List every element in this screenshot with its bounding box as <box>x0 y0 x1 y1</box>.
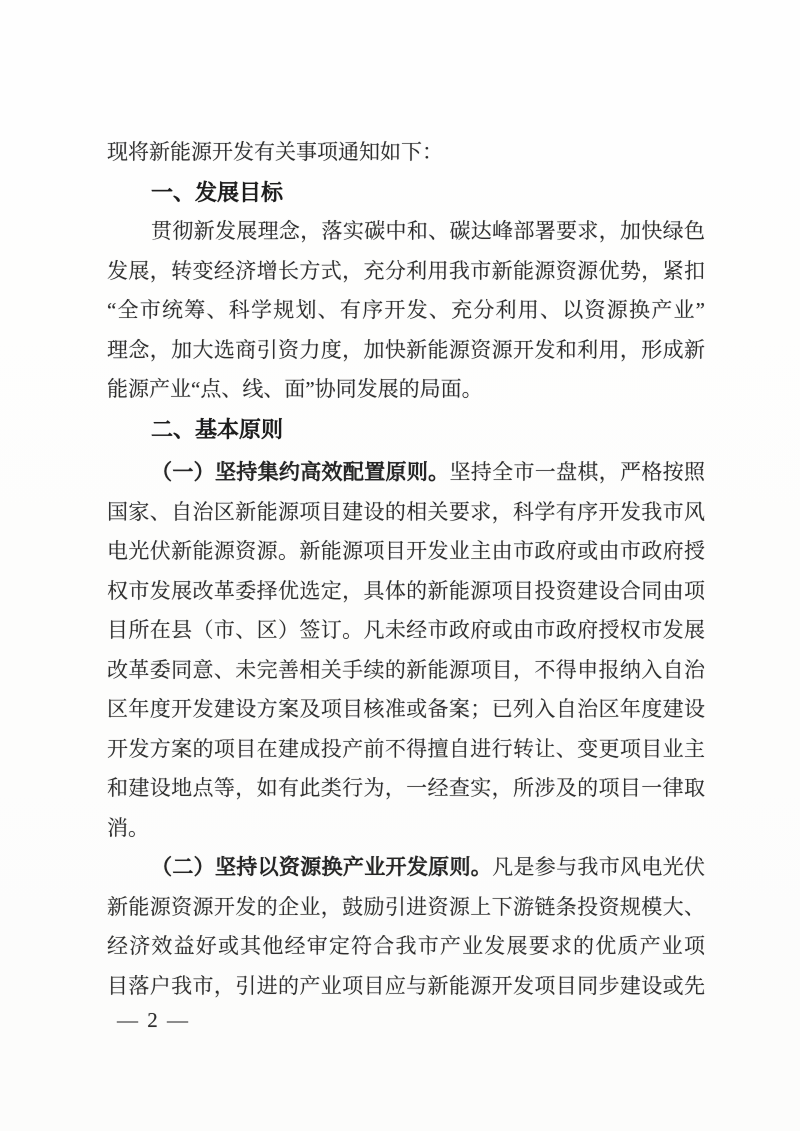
text-line <box>107 651 705 691</box>
text-run: 贯彻新发展理念，落实碳中和、碳达峰部署要求，加快绿色 <box>151 219 705 243</box>
text-run: 改革委同意、未完善相关手续的新能源项目，不得申报纳入自治 <box>107 657 705 682</box>
text-run: 能源产业“点、线、面”协同发展的局面。 <box>107 377 483 401</box>
text-line <box>107 493 705 533</box>
clause-lead-in: （一）坚持集约高效配置原则。 <box>151 460 450 484</box>
text-line <box>107 611 705 651</box>
text-line <box>107 133 705 173</box>
section-heading <box>107 410 705 450</box>
text-line <box>107 927 705 967</box>
text-run: 权市发展改革委择优选定，具体的新能源项目投资建设合同由项 <box>107 578 705 603</box>
text-run: 目所在县（市、区）签订。凡未经市政府或由市政府授权市发展 <box>107 618 705 642</box>
text-run: 消。 <box>107 815 149 840</box>
text-line <box>107 848 705 888</box>
text-run: “全市统筹、科学规划、有序开发、充分利用、以资源换产业” <box>107 298 705 322</box>
text-line <box>107 730 705 770</box>
page-number: — 2 — <box>117 1008 190 1032</box>
text-run: 坚持全市一盘棋，严格按照 <box>449 460 706 484</box>
text-line <box>107 888 705 928</box>
text-run: 国家、自治区新能源项目建设的相关要求，科学有序开发我市风 <box>107 499 705 524</box>
text-block <box>107 133 705 1006</box>
text-run: 新能源资源开发的企业，鼓励引进资源上下游链条投资规模大、 <box>107 894 705 919</box>
text-line <box>107 370 705 410</box>
text-run: 理念，加大选商引资力度，加快新能源资源开发和利用，形成新 <box>107 337 705 362</box>
text-run: 二、基本原则 <box>151 416 284 442</box>
text-line <box>107 809 705 849</box>
text-run: 区年度开发建设方案及项目核准或备案；已列入自治区年度建设 <box>107 697 705 721</box>
text-run: 目落户我市，引进的产业项目应与新能源开发项目同步建设或先 <box>107 973 705 998</box>
text-line <box>107 331 705 371</box>
text-run: 电光伏新能源资源。新能源项目开发业主由市政府或由市政府授 <box>107 539 705 563</box>
text-line <box>107 212 705 252</box>
text-run: 发展，转变经济增长方式，充分利用我市新能源资源优势，紧扣 <box>107 258 705 283</box>
text-line <box>107 967 705 1007</box>
text-run: 和建设地点等，如有此类行为，一经查实，所涉及的项目一律取 <box>107 776 705 800</box>
text-line <box>107 572 705 612</box>
text-line <box>107 532 705 572</box>
text-line <box>107 291 705 331</box>
clause-lead-in: （二）坚持以资源换产业开发原则。 <box>151 855 493 879</box>
text-line <box>107 453 705 493</box>
text-line <box>107 769 705 809</box>
section-heading <box>107 173 705 213</box>
text-run: 开发方案的项目在建成投产前不得擅自进行转让、变更项目业主 <box>107 736 705 761</box>
text-line <box>107 690 705 730</box>
text-run: 一、发展目标 <box>151 179 284 205</box>
text-run: 现将新能源开发有关事项通知如下： <box>107 140 443 164</box>
text-run: 凡是参与我市风电光伏 <box>492 855 706 879</box>
text-line <box>107 252 705 292</box>
text-run: 经济效益好或其他经审定符合我市产业发展要求的优质产业项 <box>107 934 705 958</box>
